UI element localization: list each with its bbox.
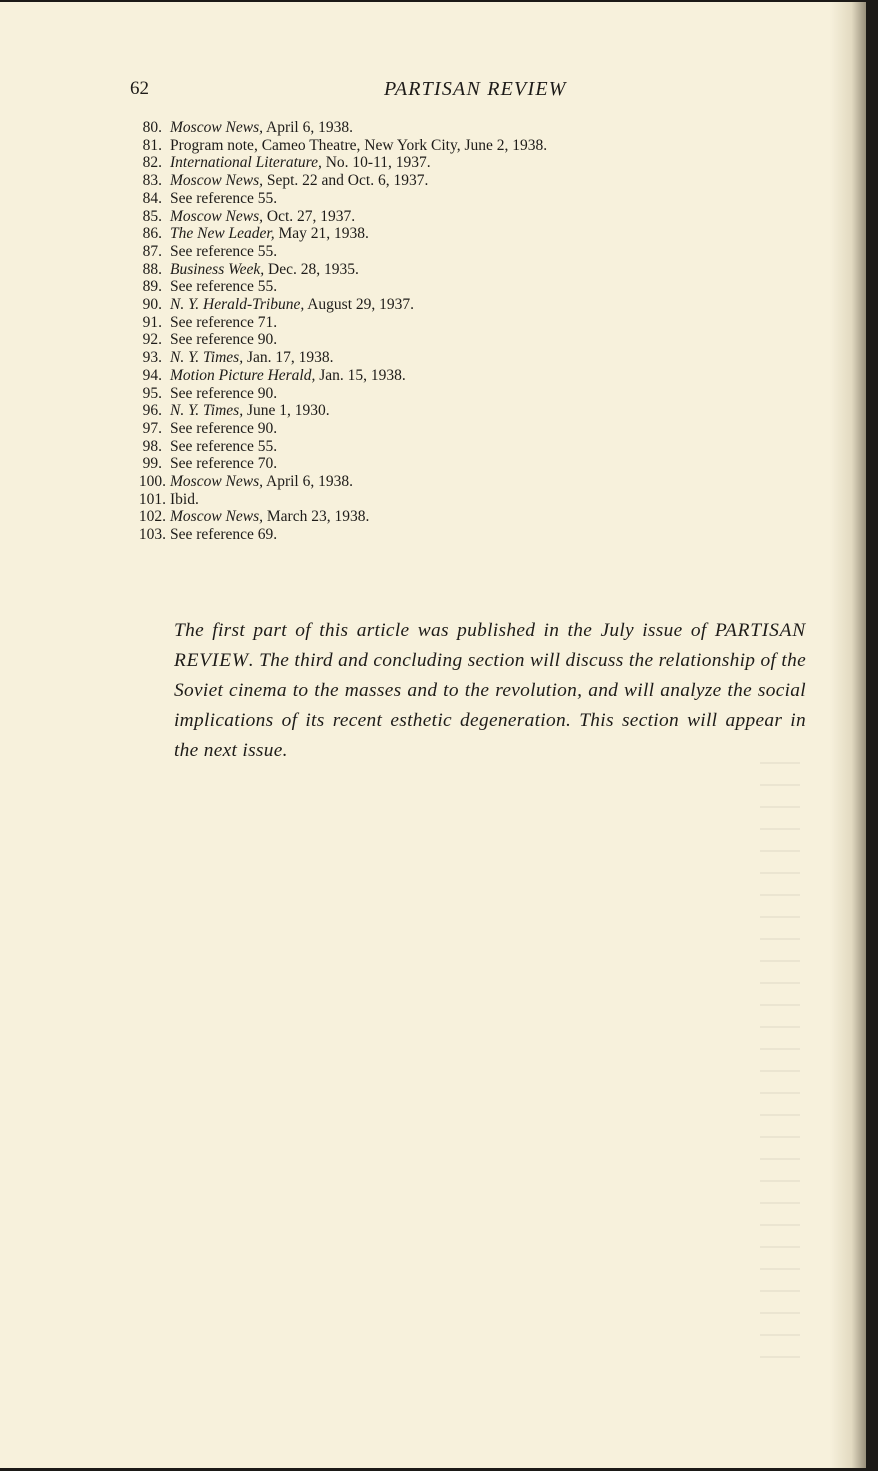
reference-note (128, 172, 547, 190)
note-citation: Oct. 27, 1937. (263, 207, 356, 225)
closing-note-text-before: The first part of this article was published in the July issue of (174, 620, 715, 641)
note-number: 103. (138, 526, 166, 544)
note-source-title: International Literature, (170, 154, 322, 172)
reference-note (128, 508, 547, 526)
closing-note-text-after: . The third and concluding section will discuss the relationship of the Soviet cinema to the masses and to the revolution, and will analyze the social implications of its recent esthetic degeneration. This section will appear in the next issue. (174, 650, 806, 761)
reference-note (128, 385, 547, 403)
note-number: 80. (142, 119, 162, 136)
note-source-title: Moscow News, (170, 207, 263, 225)
running-title: PARTISAN REVIEW (384, 78, 567, 100)
reference-note (128, 367, 547, 385)
note-citation: Dec. 28, 1935. (264, 260, 359, 278)
note-number: 100. (138, 473, 166, 491)
note-citation: Jan. 17, 1938. (243, 349, 334, 367)
reference-note (128, 119, 547, 137)
note-citation: See reference 70. (170, 455, 278, 473)
reference-note (128, 154, 547, 172)
reference-note (128, 314, 547, 332)
reference-note (128, 261, 547, 279)
note-number: 96. (142, 402, 162, 420)
note-number: 102. (138, 508, 166, 526)
note-number: 89. (142, 278, 162, 296)
note-citation: See reference 71. (170, 313, 278, 331)
note-source-title: The New Leader, (170, 225, 275, 243)
reference-note (128, 438, 547, 456)
note-number: 82. (142, 154, 162, 172)
note-source-title: Moscow News, (170, 508, 263, 526)
reference-note (128, 296, 547, 314)
reference-note (128, 526, 547, 544)
note-source-title: Motion Picture Herald, (170, 366, 316, 384)
note-citation: Jan. 15, 1938. (315, 366, 406, 384)
reference-note (128, 420, 547, 438)
note-number: 101. (138, 490, 166, 508)
note-source-title: Moscow News, (170, 172, 263, 190)
note-number: 91. (142, 313, 162, 331)
reference-note (128, 402, 547, 420)
note-citation: No. 10-11, 1937. (321, 154, 431, 172)
note-citation: See reference 55. (170, 189, 278, 207)
reference-note (128, 137, 547, 155)
reference-notes-list (128, 119, 547, 544)
reference-note (128, 331, 547, 349)
note-number: 87. (142, 242, 162, 260)
magazine-name: PARTISAN REVIEW (174, 620, 806, 671)
note-citation: See reference 90. (170, 384, 278, 402)
note-citation: See reference 90. (170, 419, 278, 437)
note-number: 83. (142, 172, 162, 190)
note-citation: April 6, 1938. (263, 119, 353, 136)
note-number: 85. (142, 207, 162, 225)
reference-note (128, 208, 547, 226)
reference-note (128, 225, 547, 243)
note-number: 98. (142, 437, 162, 455)
reference-note (128, 278, 547, 296)
note-number: 90. (142, 296, 162, 314)
note-citation: See reference 69. (170, 526, 278, 544)
note-citation: See reference 55. (170, 242, 278, 260)
note-citation: See reference 55. (170, 278, 278, 296)
note-citation: Ibid. (170, 490, 199, 508)
note-citation: May 21, 1938. (274, 225, 369, 243)
note-number: 88. (142, 260, 162, 278)
note-number: 86. (142, 225, 162, 243)
note-source-title: N. Y. Herald-Tribune, (170, 296, 305, 314)
note-citation: See reference 90. (170, 331, 278, 349)
note-source-title: N. Y. Times, (170, 349, 244, 367)
note-source-title: N. Y. Times, (170, 402, 244, 420)
reference-note (128, 349, 547, 367)
reference-note (128, 190, 547, 208)
note-number: 95. (142, 384, 162, 402)
note-source-title: Moscow News, (170, 119, 263, 136)
note-number: 94. (142, 366, 162, 384)
show-through-texture (760, 762, 800, 1362)
note-number: 84. (142, 189, 162, 207)
reference-note (128, 473, 547, 491)
closing-note (174, 616, 806, 766)
page (0, 2, 866, 1468)
page-edge-shadow (830, 2, 866, 1468)
note-number: 81. (142, 136, 162, 154)
note-number: 99. (142, 455, 162, 473)
page-header (130, 78, 690, 108)
note-citation: See reference 55. (170, 437, 278, 455)
note-citation: June 1, 1930. (243, 402, 330, 420)
note-source-title: Moscow News, (170, 473, 263, 491)
note-number: 93. (142, 349, 162, 367)
reference-note (128, 491, 547, 509)
note-citation: August 29, 1937. (304, 296, 415, 314)
note-citation: Program note, Cameo Theatre, New York City, June 2, 1938. (170, 136, 548, 154)
reference-note (128, 243, 547, 261)
note-number: 92. (142, 331, 162, 349)
note-number: 97. (142, 419, 162, 437)
reference-note (128, 455, 547, 473)
note-citation: Sept. 22 and Oct. 6, 1937. (263, 172, 429, 190)
note-citation: April 6, 1938. (263, 473, 353, 491)
page-number: 62 (130, 78, 149, 99)
note-source-title: Business Week, (170, 260, 265, 278)
note-citation: March 23, 1938. (263, 508, 370, 526)
